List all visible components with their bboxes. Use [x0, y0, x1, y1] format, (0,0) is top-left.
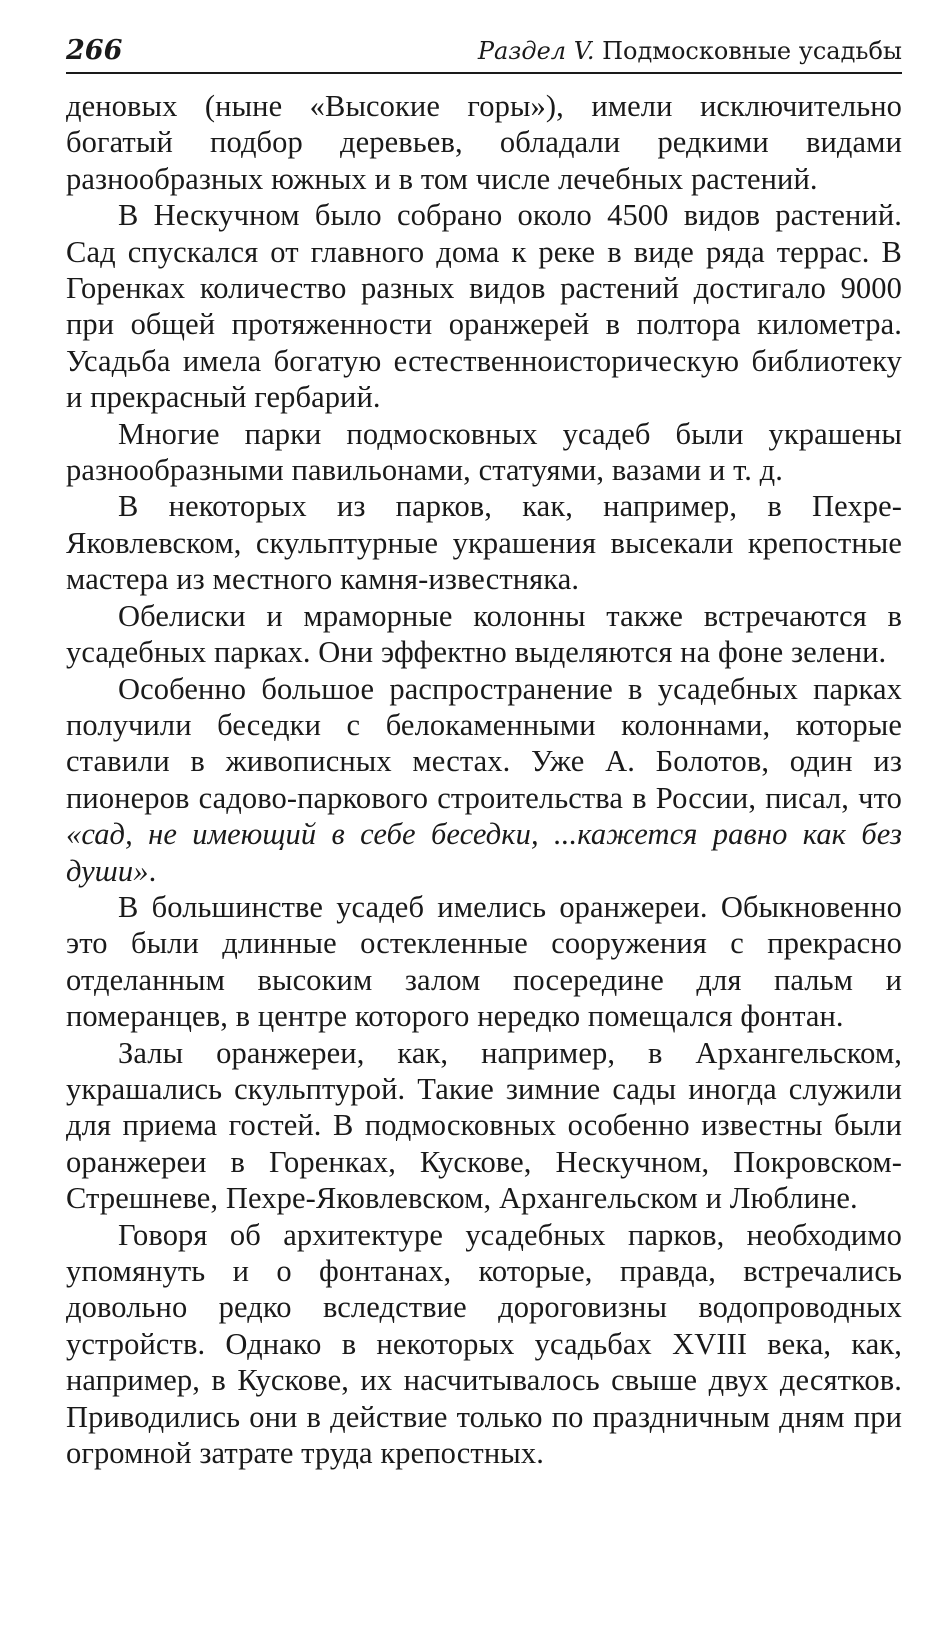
paragraph-gazebos-tail: .: [148, 853, 157, 888]
paragraph-sculptures: В некоторых из парков, как, например, в Пехре-Яковлевском, скульптурные украшения высекали крепостные мастера из местного камня-известняка.: [66, 489, 902, 597]
section-title: [478, 32, 902, 70]
running-head: [66, 32, 902, 74]
paragraph-continued: деновых (ныне «Высокие горы»), имели исключительно богатый подбор деревьев, обладали редкими видами разнообразных южных и в том числе лечебных растений.: [66, 89, 902, 196]
paragraph-obelisks: Обелиски и мраморные колонны также встречаются в усадебных парках. Они эффектно выделяются на фоне зелени.: [66, 598, 902, 670]
paragraph-fountains: Говоря об архитектуре усадебных парков, необходимо упомянуть и о фонтанах, которые, правда, встречались довольно редко вследствие дороговизны водопроводных устройств. Однако в некоторых усадьбах XVIII века, как, например, в Кускове, их насчитывалось свыше двух десятков. Приводились они в действие только по праздничным дням при огромной затрате труда крепостных.: [66, 1217, 902, 1471]
bolotov-quote: «сад, не имеющий в себе беседки, ...кажется равно как без души»: [66, 817, 902, 888]
paragraph-orangeries: В большинстве усадеб имелись оранжереи. Обыкновенно это были длинные остекленные сооружения с прекрасно отделанным высоким залом посередине для пальм и померанцев, в центре которого нередко помещался фонтан.: [66, 889, 902, 1034]
body-text: [66, 88, 902, 1471]
paragraph-gazebos-text: Особенно большое распространение в усадебных парках получили беседки с белокаменными колоннами, которые ставили в живописных местах. Уже А. Болотов, один из пионеров садово-паркового строительства в России, писал, что: [66, 671, 902, 815]
paragraph-pavilions: Многие парки подмосковных усадеб были украшены разнообразными павильонами, статуями, вазами и т. д.: [66, 416, 902, 488]
paragraph-gazebos: [66, 671, 902, 889]
book-page: [66, 32, 902, 1471]
paragraph-winter-gardens: Залы оранжереи, как, например, в Архангельском, украшались скульптурой. Такие зимние сады иногда служили для приема гостей. В подмосковных особенно известны были оранжереи в Горенках, Кускове, Нескучном, Покровском-Стрешневе, Пехре-Яковлевском, Архангельском и Люблине.: [66, 1035, 902, 1216]
page-number: 266: [66, 35, 123, 66]
section-label: Раздел V.: [477, 37, 595, 65]
section-name: Подмосковные усадьбы: [602, 37, 902, 65]
paragraph-neskuchnoe: В Нескучном было собрано около 4500 видов растений. Сад спускался от главного дома к реке в виде ряда террас. В Горенках количество разных видов растений достигало 9000 при общей протяженности оранжерей в полтора километра. Усадьба имела богатую естественноисторическую библиотеку и прекрасный гербарий.: [66, 198, 902, 415]
